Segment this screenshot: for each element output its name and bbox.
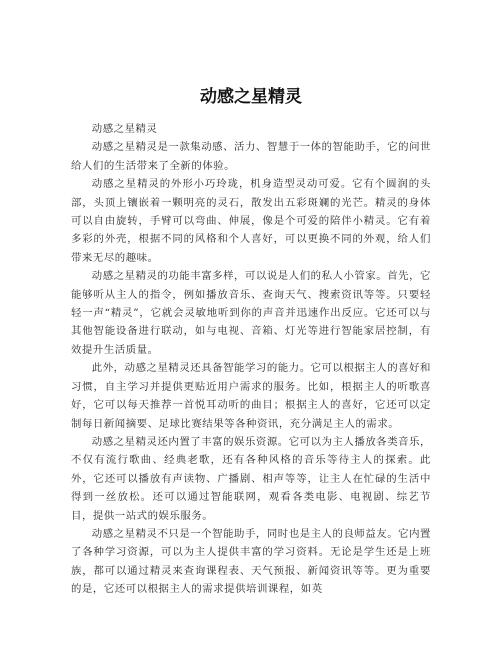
paragraph: 动感之星精灵的外形小巧玲珑，机身造型灵动可爱。它有个圆润的头部，头顶上镶嵌着一颗明亮的灵石，散发出五彩斑斓的光芒。精灵的身体可以自由旋转，手臂可以弯曲、伸展，像是个可爱的陪伴小精灵。它有着多彩的外壳，根据不同的风格和个人喜好，可以更换不同的外观，给人们带来无尽的趣味。 [71,178,431,264]
paragraph: 动感之星精灵是一款集动感、活力、智慧于一体的智能助手，它的问世给人们的生活带来了全新的体验。 [71,141,431,172]
paragraph: 动感之星精灵的功能丰富多样，可以说是人们的私人小管家。首先，它能够听从主人的指令，例如播放音乐、查询天气、搜索资讯等等。只要轻轻一声“精灵”，它就会灵敏地听到你的声音并迅速作出反应。它还可以与其他智能设备进行联动，如与电视、音箱、灯光等进行智能家居控制，有效提升生活质量。 [71,270,431,356]
document-title: 动感之星精灵 [200,87,302,107]
paragraph: 动感之星精灵不只是一个智能助手，同时也是主人的良师益友。它内置了各种学习资源，可以为主人提供丰富的学习资料。无论是学生还是上班族，都可以通过精灵来查询课程表、天气预报、新闻资讯等等。更为重要的是，它还可以根据主人的需求提供培训课程，如英 [71,527,431,596]
paragraph-heading: 动感之星精灵 [91,123,158,135]
paragraph: 此外，动感之星精灵还具备智能学习的能力。它可以根据主人的喜好和习惯，自主学习并提供更贴近用户需求的服务。比如，根据主人的听歌喜好，它可以每天推荐一首悦耳动听的曲目；根据主人的喜好，它还可以定制每日新闻摘要、足球比赛结果等各种资讯，充分满足主人的需求。 [71,362,431,430]
paragraph: 动感之星精灵还内置了丰富的娱乐资源。它可以为主人播放各类音乐，不仅有流行歌曲、经典老歌，还有各种风格的音乐等待主人的探索。此外，它还可以播放有声读物、广播剧、相声等等，让主人在忙碌的生活中得到一丝放松。还可以通过智能联网，观看各类电影、电视剧、综艺节目，提供一站式的娱乐服务。 [71,435,431,522]
document-body [71,120,431,599]
